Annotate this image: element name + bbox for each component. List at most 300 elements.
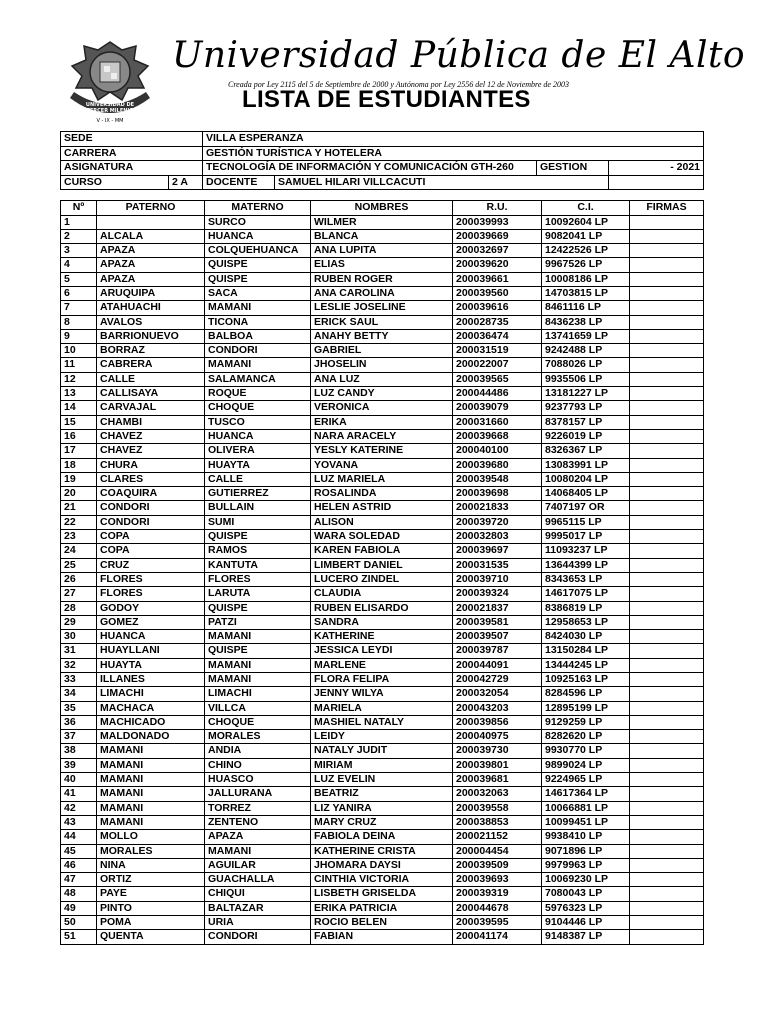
student-number: 48 (61, 887, 97, 901)
student-ru: 200039668 (453, 429, 542, 443)
student-paterno: APAZA (97, 258, 205, 272)
student-ci: 12895199 LP (542, 701, 630, 715)
student-ci: 10008186 LP (542, 272, 630, 286)
student-nombres: KAREN FABIOLA (311, 544, 453, 558)
student-number: 43 (61, 815, 97, 829)
student-ru: 200043203 (453, 701, 542, 715)
student-materno: HUANCA (205, 429, 311, 443)
student-ru: 200041174 (453, 930, 542, 944)
student-number: 8 (61, 315, 97, 329)
student-signature-cell[interactable] (630, 558, 704, 572)
student-ci: 9129259 LP (542, 715, 630, 729)
student-ci: 10925163 LP (542, 673, 630, 687)
student-materno: CHOQUE (205, 715, 311, 729)
student-ci: 9935506 LP (542, 372, 630, 386)
student-materno: MAMANI (205, 630, 311, 644)
student-nombres: YOVANA (311, 458, 453, 472)
student-signature-cell[interactable] (630, 587, 704, 601)
student-signature-cell[interactable] (630, 472, 704, 486)
table-row (61, 401, 704, 415)
student-paterno: MALDONADO (97, 730, 205, 744)
student-signature-cell[interactable] (630, 701, 704, 715)
student-paterno: CHAMBI (97, 415, 205, 429)
student-nombres: YESLY KATERINE (311, 444, 453, 458)
student-materno: SACA (205, 286, 311, 300)
student-ci: 9104446 LP (542, 916, 630, 930)
student-signature-cell[interactable] (630, 601, 704, 615)
student-ru: 200039581 (453, 615, 542, 629)
gestion-label: GESTION (537, 161, 609, 176)
student-nombres: LISBETH GRISELDA (311, 887, 453, 901)
student-number: 22 (61, 515, 97, 529)
table-row (61, 286, 704, 300)
student-signature-cell[interactable] (630, 916, 704, 930)
student-signature-cell[interactable] (630, 429, 704, 443)
table-row (61, 873, 704, 887)
student-materno: CHOQUE (205, 401, 311, 415)
student-ru: 200039595 (453, 916, 542, 930)
student-paterno: MOLLO (97, 830, 205, 844)
table-row (61, 844, 704, 858)
student-nombres: FLORA FELIPA (311, 673, 453, 687)
student-signature-cell[interactable] (630, 358, 704, 372)
student-ci: 10069230 LP (542, 873, 630, 887)
student-paterno: HUAYLLANI (97, 644, 205, 658)
student-signature-cell[interactable] (630, 515, 704, 529)
student-number: 17 (61, 444, 97, 458)
student-signature-cell[interactable] (630, 615, 704, 629)
table-row (61, 901, 704, 915)
table-row (61, 258, 704, 272)
student-nombres: MIRIAM (311, 758, 453, 772)
student-paterno: COPA (97, 544, 205, 558)
student-ci: 9930770 LP (542, 744, 630, 758)
student-signature-cell[interactable] (630, 901, 704, 915)
student-signature-cell[interactable] (630, 344, 704, 358)
table-row (61, 244, 704, 258)
student-nombres: ANA LUPITA (311, 244, 453, 258)
asignatura-value: TECNOLOGÍA DE INFORMACIÓN Y COMUNICACIÓN GTH-260 (203, 161, 537, 176)
student-signature-cell[interactable] (630, 401, 704, 415)
student-number: 39 (61, 758, 97, 772)
col-ru-header: R.U. (453, 201, 542, 216)
student-nombres: ERICK SAUL (311, 315, 453, 329)
student-ci: 12422526 LP (542, 244, 630, 258)
student-ci: 8284596 LP (542, 687, 630, 701)
student-ru: 200039787 (453, 644, 542, 658)
student-materno: MAMANI (205, 358, 311, 372)
student-number: 34 (61, 687, 97, 701)
student-number: 21 (61, 501, 97, 515)
table-row (61, 501, 704, 515)
student-ci: 8282620 LP (542, 730, 630, 744)
table-row (61, 758, 704, 772)
student-signature-cell[interactable] (630, 244, 704, 258)
table-row (61, 687, 704, 701)
student-materno: PATZI (205, 615, 311, 629)
student-ru: 200039560 (453, 286, 542, 300)
table-row (61, 315, 704, 329)
student-nombres: ROSALINDA (311, 487, 453, 501)
table-row (61, 701, 704, 715)
table-row (61, 415, 704, 429)
student-signature-cell[interactable] (630, 229, 704, 243)
student-ru: 200039565 (453, 372, 542, 386)
university-name: Universidad Pública de El Alto (172, 35, 746, 76)
student-paterno: CHAVEZ (97, 444, 205, 458)
student-ci: 14617364 LP (542, 787, 630, 801)
table-row (61, 644, 704, 658)
course-info-table (60, 131, 704, 190)
student-nombres: LUZ EVELIN (311, 773, 453, 787)
table-row (61, 344, 704, 358)
student-number: 9 (61, 329, 97, 343)
student-ci: 8436238 LP (542, 315, 630, 329)
student-materno: RAMOS (205, 544, 311, 558)
student-nombres: WILMER (311, 215, 453, 229)
table-row (61, 773, 704, 787)
student-paterno: ARUQUIPA (97, 286, 205, 300)
table-row (61, 387, 704, 401)
student-signature-cell[interactable] (630, 501, 704, 515)
table-row (61, 615, 704, 629)
student-materno: BULLAIN (205, 501, 311, 515)
student-materno: MAMANI (205, 658, 311, 672)
student-number: 23 (61, 530, 97, 544)
table-row (61, 601, 704, 615)
student-ru: 200022007 (453, 358, 542, 372)
student-paterno: QUENTA (97, 930, 205, 944)
student-paterno: AVALOS (97, 315, 205, 329)
student-ru: 200039730 (453, 744, 542, 758)
student-materno: QUISPE (205, 601, 311, 615)
seal-text-bottom: V - IX - MM (96, 118, 124, 124)
list-title: LISTA DE ESTUDIANTES (242, 86, 531, 113)
student-ci: 7088026 LP (542, 358, 630, 372)
student-number: 50 (61, 916, 97, 930)
student-number: 42 (61, 801, 97, 815)
student-ru: 200039509 (453, 858, 542, 872)
student-signature-cell[interactable] (630, 673, 704, 687)
student-ru: 200021833 (453, 501, 542, 515)
student-ci: 10066881 LP (542, 801, 630, 815)
student-materno: APAZA (205, 830, 311, 844)
student-nombres: ERIKA PATRICIA (311, 901, 453, 915)
student-paterno: GOMEZ (97, 615, 205, 629)
student-signature-cell[interactable] (630, 458, 704, 472)
student-number: 19 (61, 472, 97, 486)
student-ru: 200039324 (453, 587, 542, 601)
student-paterno: GODOY (97, 601, 205, 615)
student-nombres: LEIDY (311, 730, 453, 744)
student-signature-cell[interactable] (630, 544, 704, 558)
student-signature-cell[interactable] (630, 301, 704, 315)
student-paterno: NINA (97, 858, 205, 872)
table-row (61, 830, 704, 844)
student-number: 30 (61, 630, 97, 644)
student-nombres: CINTHIA VICTORIA (311, 873, 453, 887)
student-ci: 10099451 LP (542, 815, 630, 829)
student-nombres: CLAUDIA (311, 587, 453, 601)
student-nombres: MARIELA (311, 701, 453, 715)
student-paterno: MACHICADO (97, 715, 205, 729)
student-number: 6 (61, 286, 97, 300)
student-nombres: MARY CRUZ (311, 815, 453, 829)
student-ci: 8461116 LP (542, 301, 630, 315)
table-row (61, 429, 704, 443)
student-number: 44 (61, 830, 97, 844)
student-paterno: CHURA (97, 458, 205, 472)
student-paterno: CABRERA (97, 358, 205, 372)
student-paterno: HUAYTA (97, 658, 205, 672)
student-materno: HUAYTA (205, 458, 311, 472)
student-materno: SURCO (205, 215, 311, 229)
asignatura-label: ASIGNATURA (61, 161, 203, 176)
student-nombres: JHOMARA DAYSI (311, 858, 453, 872)
student-number: 4 (61, 258, 97, 272)
student-signature-cell[interactable] (630, 887, 704, 901)
student-materno: BALTAZAR (205, 901, 311, 915)
student-ru: 200038853 (453, 815, 542, 829)
student-nombres: KATHERINE (311, 630, 453, 644)
student-ru: 200039720 (453, 515, 542, 529)
student-ru: 200040100 (453, 444, 542, 458)
table-row (61, 215, 704, 229)
student-materno: QUISPE (205, 272, 311, 286)
student-number: 24 (61, 544, 97, 558)
student-number: 33 (61, 673, 97, 687)
student-signature-cell[interactable] (630, 773, 704, 787)
student-ru: 200039697 (453, 544, 542, 558)
student-signature-cell[interactable] (630, 873, 704, 887)
student-number: 20 (61, 487, 97, 501)
student-ru: 200039693 (453, 873, 542, 887)
student-paterno: FLORES (97, 587, 205, 601)
student-signature-cell[interactable] (630, 844, 704, 858)
student-paterno: CRUZ (97, 558, 205, 572)
student-ru: 200031519 (453, 344, 542, 358)
student-nombres: ANAHY BETTY (311, 329, 453, 343)
student-signature-cell[interactable] (630, 787, 704, 801)
student-signature-cell[interactable] (630, 415, 704, 429)
student-nombres: MARLENE (311, 658, 453, 672)
student-materno: MAMANI (205, 673, 311, 687)
table-row (61, 358, 704, 372)
info-row-curso (61, 175, 704, 190)
student-signature-cell[interactable] (630, 372, 704, 386)
table-row (61, 444, 704, 458)
student-number: 26 (61, 572, 97, 586)
student-materno: SALAMANCA (205, 372, 311, 386)
student-number: 14 (61, 401, 97, 415)
student-ci: 9965115 LP (542, 515, 630, 529)
table-row (61, 515, 704, 529)
student-signature-cell[interactable] (630, 658, 704, 672)
student-paterno: COPA (97, 530, 205, 544)
student-signature-cell[interactable] (630, 444, 704, 458)
student-signature-cell[interactable] (630, 272, 704, 286)
student-paterno: CARVAJAL (97, 401, 205, 415)
student-signature-cell[interactable] (630, 487, 704, 501)
student-number: 35 (61, 701, 97, 715)
student-nombres: RUBEN ROGER (311, 272, 453, 286)
student-paterno: PAYE (97, 887, 205, 901)
table-row (61, 587, 704, 601)
student-ci: 13181227 LP (542, 387, 630, 401)
student-nombres: ANA LUZ (311, 372, 453, 386)
student-ru: 200044678 (453, 901, 542, 915)
student-ci: 9995017 LP (542, 530, 630, 544)
student-number: 32 (61, 658, 97, 672)
table-row (61, 229, 704, 243)
student-paterno: COAQUIRA (97, 487, 205, 501)
seal-text-top: UNIVERSIDAD DE (85, 102, 135, 108)
student-signature-cell[interactable] (630, 744, 704, 758)
col-firmas-header: FIRMAS (630, 201, 704, 216)
student-ru: 200039680 (453, 458, 542, 472)
student-ci: 7080043 LP (542, 887, 630, 901)
table-row (61, 372, 704, 386)
student-materno: SUMI (205, 515, 311, 529)
table-row (61, 815, 704, 829)
student-nombres: BEATRIZ (311, 787, 453, 801)
student-signature-cell[interactable] (630, 858, 704, 872)
student-nombres: FABIAN (311, 930, 453, 944)
student-ci: 12958653 LP (542, 615, 630, 629)
student-ru: 200039698 (453, 487, 542, 501)
student-ru: 200032697 (453, 244, 542, 258)
table-row (61, 930, 704, 944)
student-materno: CALLE (205, 472, 311, 486)
student-paterno: LIMACHI (97, 687, 205, 701)
student-paterno: MAMANI (97, 758, 205, 772)
student-signature-cell[interactable] (630, 387, 704, 401)
student-materno: VILLCA (205, 701, 311, 715)
student-signature-cell[interactable] (630, 644, 704, 658)
student-signature-cell[interactable] (630, 801, 704, 815)
col-materno-header: MATERNO (205, 201, 311, 216)
student-signature-cell[interactable] (630, 687, 704, 701)
col-ci-header: C.I. (542, 201, 630, 216)
student-materno: HUASCO (205, 773, 311, 787)
student-materno: TUSCO (205, 415, 311, 429)
student-paterno: ALCALA (97, 229, 205, 243)
student-paterno: ILLANES (97, 673, 205, 687)
student-paterno: MAMANI (97, 744, 205, 758)
student-paterno: CHAVEZ (97, 429, 205, 443)
student-signature-cell[interactable] (630, 315, 704, 329)
student-materno: ANDIA (205, 744, 311, 758)
student-number: 2 (61, 229, 97, 243)
student-paterno: POMA (97, 916, 205, 930)
student-paterno: CALLISAYA (97, 387, 205, 401)
university-seal-icon (62, 40, 158, 124)
student-nombres: LUCERO ZINDEL (311, 572, 453, 586)
student-materno: ROQUE (205, 387, 311, 401)
student-number: 37 (61, 730, 97, 744)
student-ru: 200036474 (453, 329, 542, 343)
student-nombres: JESSICA LEYDI (311, 644, 453, 658)
student-signature-cell[interactable] (630, 329, 704, 343)
col-number-header: Nº (61, 201, 97, 216)
student-nombres: ELIAS (311, 258, 453, 272)
student-signature-cell[interactable] (630, 715, 704, 729)
student-signature-cell[interactable] (630, 815, 704, 829)
student-ru: 200039856 (453, 715, 542, 729)
student-number: 15 (61, 415, 97, 429)
student-paterno: MAMANI (97, 815, 205, 829)
student-paterno: MAMANI (97, 787, 205, 801)
table-row (61, 329, 704, 343)
student-ru: 200044486 (453, 387, 542, 401)
student-materno: OLIVERA (205, 444, 311, 458)
student-ci: 8343653 LP (542, 572, 630, 586)
student-signature-cell[interactable] (630, 758, 704, 772)
student-signature-cell[interactable] (630, 730, 704, 744)
student-signature-cell[interactable] (630, 258, 704, 272)
student-ru: 200039801 (453, 758, 542, 772)
student-number: 38 (61, 744, 97, 758)
student-materno: URIA (205, 916, 311, 930)
student-ci: 9899024 LP (542, 758, 630, 772)
student-nombres: ERIKA (311, 415, 453, 429)
student-ci: 9979963 LP (542, 858, 630, 872)
student-ci: 9967526 LP (542, 258, 630, 272)
student-signature-cell[interactable] (630, 930, 704, 944)
student-nombres: MASHIEL NATALY (311, 715, 453, 729)
student-materno: AGUILAR (205, 858, 311, 872)
student-ru: 200031660 (453, 415, 542, 429)
table-row (61, 730, 704, 744)
student-ru: 200042729 (453, 673, 542, 687)
student-signature-cell[interactable] (630, 830, 704, 844)
table-row (61, 887, 704, 901)
student-signature-cell[interactable] (630, 572, 704, 586)
student-nombres: NARA ARACELY (311, 429, 453, 443)
student-nombres: FABIOLA DEINA (311, 830, 453, 844)
info-row-sede (61, 132, 704, 147)
info-row-asignatura (61, 161, 704, 176)
student-materno: MORALES (205, 730, 311, 744)
student-materno: JALLURANA (205, 787, 311, 801)
info-row-carrera (61, 146, 704, 161)
student-paterno: HUANCA (97, 630, 205, 644)
table-row (61, 658, 704, 672)
student-materno: CONDORI (205, 930, 311, 944)
table-row (61, 472, 704, 486)
student-nombres: JHOSELIN (311, 358, 453, 372)
student-ci: 9071896 LP (542, 844, 630, 858)
student-ci: 9938410 LP (542, 830, 630, 844)
student-paterno: MAMANI (97, 801, 205, 815)
student-ci: 5976323 LP (542, 901, 630, 915)
student-number: 18 (61, 458, 97, 472)
table-row (61, 530, 704, 544)
student-signature-cell[interactable] (630, 215, 704, 229)
student-signature-cell[interactable] (630, 530, 704, 544)
student-paterno: FLORES (97, 572, 205, 586)
student-nombres: LUZ CANDY (311, 387, 453, 401)
student-signature-cell[interactable] (630, 630, 704, 644)
student-ci: 8378157 LP (542, 415, 630, 429)
students-header-row (61, 201, 704, 216)
curso-value: 2 A (169, 175, 203, 190)
student-signature-cell[interactable] (630, 286, 704, 300)
student-materno: TICONA (205, 315, 311, 329)
student-ci: 13444245 LP (542, 658, 630, 672)
student-ru: 200039616 (453, 301, 542, 315)
student-nombres: LESLIE JOSELINE (311, 301, 453, 315)
